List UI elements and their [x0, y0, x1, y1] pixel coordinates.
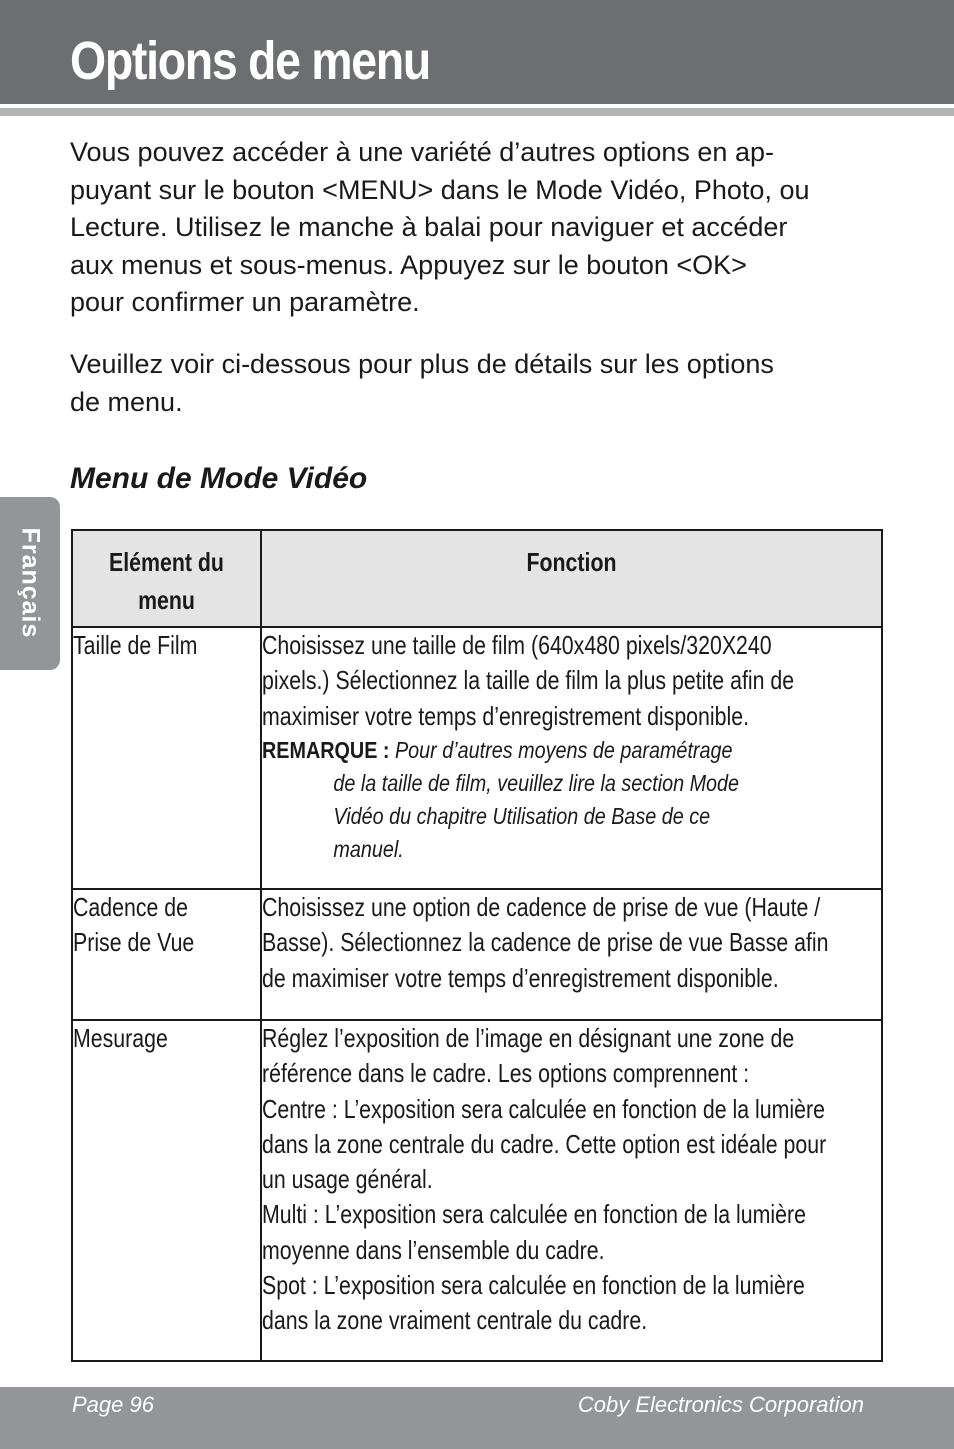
note-label: REMARQUE : [262, 736, 390, 763]
text-line: puyant sur le bouton <MENU> dans le Mode Vidéo, Photo, ou [70, 174, 810, 205]
menu-item-name: Cadence de [73, 892, 188, 922]
text-line: Veuillez voir ci-dessous pour plus de détails sur les options [70, 349, 774, 379]
menu-item-cell [72, 889, 261, 1020]
function-text: maximiser votre temps d’enregistrement disponible. [262, 700, 750, 731]
column-header-function [261, 530, 882, 627]
function-text: Choisissez une option de cadence de prise de vue (Haute / [262, 892, 821, 922]
text-line: Vous pouvez accéder à une variété d’autres options en ap- [70, 137, 774, 167]
section-title: Menu de Mode Vidéo [70, 462, 368, 495]
header-divider [0, 108, 954, 116]
page-number: Page 96 [72, 1392, 154, 1417]
table-row [72, 1020, 882, 1361]
function-text: moyenne dans l’ensemble du cadre. [262, 1234, 605, 1265]
note-text: Vidéo du chapitre Utilisation de Base de ce [333, 802, 711, 829]
header-bar [0, 0, 954, 104]
menu-item-name: Mesurage [73, 1023, 168, 1053]
table-row [72, 627, 882, 889]
text-line: pour confirmer un paramètre. [70, 287, 420, 317]
text-line: Lecture. Utilisez le manche à balai pour naviguer et accéder [70, 212, 788, 242]
table-header-row [72, 530, 882, 627]
function-text: pixels.) Sélectionnez la taille de film la plus petite afin de [262, 665, 795, 696]
function-cell [261, 627, 882, 889]
note-text: Pour d’autres moyens de paramétrage [394, 736, 733, 763]
function-text: référence dans le cadre. Les options comprennent : [262, 1058, 750, 1089]
function-text: Centre : L’exposition sera calculée en fonction de la lumière [262, 1093, 825, 1124]
column-header-menu-item [72, 530, 261, 627]
language-tab [0, 497, 60, 670]
function-text: Multi : L’exposition sera calculée en fonction de la lumière [262, 1199, 806, 1230]
intro-paragraph-2 [70, 346, 885, 421]
function-cell [261, 1020, 882, 1361]
note-text: manuel. [333, 835, 404, 862]
header-text: Elément du [109, 547, 224, 577]
function-text: dans la zone vraiment centrale du cadre. [262, 1305, 648, 1336]
menu-item-cell [72, 1020, 261, 1361]
language-tab-label: Français [16, 527, 45, 639]
text-line: aux menus et sous-menus. Appuyez sur le bouton <OK> [70, 249, 747, 280]
menu-item-name: Taille de Film [73, 630, 198, 660]
function-text: de maximiser votre temps d’enregistrement disponible. [262, 962, 779, 993]
function-text: un usage général. [262, 1164, 433, 1195]
function-text: Choisissez une taille de film (640x480 pixels/320X240 [262, 630, 772, 660]
function-cell [261, 889, 882, 1020]
function-text: Réglez l’exposition de l’image en désignant une zone de [262, 1023, 795, 1053]
note-block [262, 734, 794, 866]
page-title: Options de menu [70, 31, 430, 91]
header-text: Fonction [526, 547, 617, 577]
function-text: dans la zone centrale du cadre. Cette option est idéale pour [262, 1128, 827, 1159]
header-text: menu [138, 585, 195, 615]
function-text: Spot : L’exposition sera calculée en fonction de la lumière [262, 1270, 805, 1301]
menu-item-cell [72, 627, 261, 889]
note-text: de la taille de film, veuillez lire la section Mode [333, 769, 740, 796]
video-mode-menu-table [71, 529, 883, 1362]
text-line: de menu. [70, 386, 183, 417]
intro-paragraph-1 [70, 134, 885, 322]
company-name: Coby Electronics Corporation [577, 1392, 864, 1417]
function-text: Basse). Sélectionnez la cadence de prise de vue Basse afin [262, 927, 829, 958]
table-row [72, 889, 882, 1020]
menu-item-name: Prise de Vue [73, 927, 195, 957]
